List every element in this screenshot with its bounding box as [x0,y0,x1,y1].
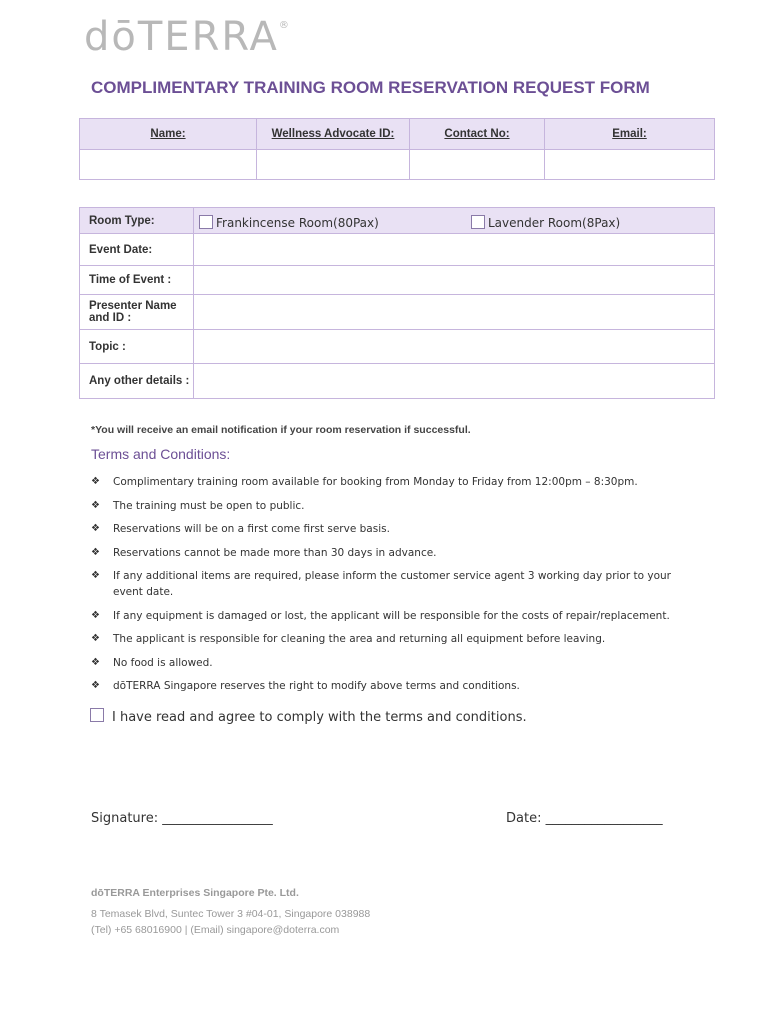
name-field[interactable] [80,150,257,180]
wellness-advocate-id-field[interactable] [257,150,410,180]
email-notification-note: *You will receive an email notification if your room reservation if successful. [91,424,471,436]
footer-company: dōTERRA Enterprises Singapore Pte. Ltd. [91,887,299,899]
header-email: Email: [545,119,715,150]
time-of-event-field[interactable] [194,266,715,295]
time-of-event-label: Time of Event : [80,266,194,295]
lavender-checkbox[interactable] [471,215,485,229]
event-date-label: Event Date: [80,234,194,266]
room-type-options [194,208,715,234]
terms-heading: Terms and Conditions: [91,446,231,462]
bullet-icon: ❖ [91,656,100,668]
footer-address-block [91,906,370,938]
terms-item [91,678,691,694]
footer-address: 8 Temasek Blvd, Suntec Tower 3 #04-01, Singapore 038988 [91,908,371,920]
header-name: Name: [80,119,257,150]
contact-table [79,118,715,180]
terms-item [91,474,691,490]
terms-item [91,568,691,600]
terms-item [91,545,691,561]
bullet-icon: ❖ [91,570,100,581]
presenter-field[interactable] [194,295,715,330]
header-contact-no: Contact No: [410,119,545,150]
bullet-icon: ❖ [91,546,100,558]
bullet-icon: ❖ [91,633,100,644]
terms-item-text: If any equipment is damaged or lost, the applicant will be responsible for the costs of repair/replacement. [113,609,670,622]
terms-item-text: Reservations will be on a first come first serve basis. [113,523,390,535]
terms-item [91,655,691,671]
lavender-label: Lavender Room(8Pax) [488,216,621,230]
room-type-label: Room Type: [80,208,194,234]
bullet-icon: ❖ [91,499,100,511]
email-field[interactable] [545,150,715,180]
other-details-label: Any other details : [80,364,194,399]
terms-item-text: If any additional items are required, please inform the customer service agent 3 working day prior to your event date. [113,570,671,598]
bullet-icon: ❖ [91,680,100,691]
frankincense-label: Frankincense Room(80Pax) [216,216,379,230]
terms-item-text: Reservations cannot be made more than 30 days in advance. [113,546,437,559]
room-option-frankincense[interactable] [199,215,379,230]
agree-text: I have read and agree to comply with the terms and conditions. [112,710,527,725]
terms-item-text: The training must be open to public. [113,499,305,512]
bullet-icon: ❖ [91,476,100,487]
logo-registered-mark: ® [278,20,289,31]
terms-item [91,608,691,624]
topic-label: Topic : [80,330,194,364]
agree-terms[interactable] [90,708,527,725]
header-wellness-advocate-id: Wellness Advocate ID: [257,119,410,150]
presenter-label: Presenter Name and ID : [80,295,194,330]
signature-line[interactable]: Signature: _________________ [91,811,273,826]
brand-logo [84,14,289,60]
terms-item-text: dōTERRA Singapore reserves the right to modify above terms and conditions. [113,680,520,692]
details-table [79,207,715,399]
topic-field[interactable] [194,330,715,364]
form-title: COMPLIMENTARY TRAINING ROOM RESERVATION REQUEST FORM [91,78,650,97]
logo-text: dōTERRA [84,14,279,60]
date-line[interactable]: Date: __________________ [506,811,663,826]
agree-checkbox[interactable] [90,708,104,722]
frankincense-checkbox[interactable] [199,215,213,229]
bullet-icon: ❖ [91,609,100,621]
terms-item-text: Complimentary training room available for booking from Monday to Friday from 12:00pm – 8:30pm. [113,476,638,488]
terms-item [91,498,691,514]
terms-item [91,631,691,647]
terms-item-text: No food is allowed. [113,656,213,669]
room-option-lavender[interactable] [471,215,620,230]
terms-item-text: The applicant is responsible for cleaning the area and returning all equipment before leaving. [113,633,606,645]
bullet-icon: ❖ [91,523,100,534]
terms-list [91,474,691,702]
contact-no-field[interactable] [410,150,545,180]
event-date-field[interactable] [194,234,715,266]
footer-contact: (Tel) +65 68016900 | (Email) singapore@doterra.com [91,924,340,936]
terms-item [91,521,691,537]
other-details-field[interactable] [194,364,715,399]
